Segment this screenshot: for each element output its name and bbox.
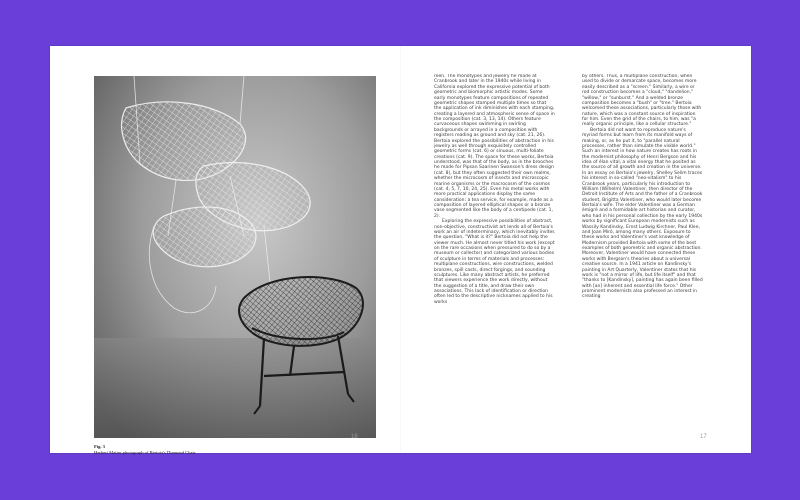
book-gutter [400,46,401,453]
text-column-2 [582,74,703,434]
paragraph: Exploring the expressive possibilities of abstract, non-objective, constructivist art lends all of Bertoia's work an air of indeterminacy, which inevitably invites the question, "What is it?" Bertoia did not help the viewer much. He almost never titled his work (except on the rare occasions when pressured to do so by a museum or collector) and categorized various bodies of sculpture in terms of materials and processes: multiplane constructions, wire constructions, welded bronzes, spill casts, direct forgings, and sounding sculptures. Like many abstract artists, he preferred that viewers experience the work directly, without the suggestion of a title, and draw their own associations. This lack of identification or direction often led to the descriptive nicknames applied to his works [434,219,555,305]
caption-text: Herbert Matter photograph of Bertoia's Diamond Chair [94,449,196,455]
page-number-right: 17 [700,434,707,440]
paragraph: reen. The monotypes and jewelry he made at Cranbrook and later in the 1940s while living in California explored the expressive potential of both geometric and biomorphic artistic modes. Some early monotypes feature compositions of repeated geometric shapes stamped multiple times so that the application of ink diminishes with each stamping, creating a layered and atmospheric sense of space in the composition (cat. 3, 13, 14). Others feature curvaceous shapes swimming in swirling backgrounds or arrayed in a composition with registers reading as ground and sky (cat. 21, 26). Bertoia explored the possibilities of abstraction in his jewelry as well through exquisitely controlled geometric forms (cat. 6) or sinuous, multi-foliate creations (cat. 9). The space for these works, Bertoia understood, was that of the body, as in the brooches he made for Pipsan Saarinen Swanson's dress design (cat. 8), but they often suggested their own realms, whether the microcosm of insects and microscopic marine organisms or the macrocosm of the cosmos (cat. 4, 5, 7, 10, 24, 25). Even his metal works with more practical applications display the same consideration: a tea service, for example, made as a composition of layered elliptical shapes or a bronze vase segmented like the body of a centipede (cat. 1, 2). [434,74,555,219]
paragraph: Bertoia did not want to reproduce nature's myriad forms but learn from its manifold ways of making, or, as he put it, to "parallel natural processes, rather than simulate the visible world." Such an interest in how nature creates has roots in the modernist philosophy of Henri Bergson and his idea of élan vital, a vital energy that he posited as the source of all growth and creation in the universe. In an essay on Bertoia's jewelry, Shelley Selim traces his interest in so-called "neo-vitalism" to his Cranbrook years, particularly his introduction to William (Wilhelm) Valentiner, then director of the Detroit Institute of Arts and the father of a Cranbrook student, Brigitta Valentiner, who would later become Bertoia's wife. The elder Valentiner was a German émigré and a formidable art historian and curator, who had in his personal collection by the early 1940s works by significant European modernists such as Wassily Kandinsky, Ernst Ludwig Kirchner, Paul Klee, and Joan Miró, among many others. Exposure to these works and Valentiner's vast knowledge of Modernism provided Bertoia with some of the best examples of both geometric and organic abstraction. Moreover, Valentiner would have connected these works with Bergson's theories about a universal creative source. In a 1941 article on Kandinsky's painting in Art Quarterly, Valentiner states that his work is "not a mirror of life, but life itself" and that "thanks to [Kandinsky], painting has again been filled with [an] inherent and essential life force." Other prominent modernists also professed an interest in creating [582,127,703,300]
figure-caption [94,444,244,455]
book-spread [50,46,751,453]
paragraph: by others. Thus, a multiplane construction, when used to divide or demarcate space, becomes more easily described as a "screen." Similarly, a wire or rod construction becomes a "cloud," "dandelion," "willow," or "sunburst." And a welded bronze composition becomes a "bush" or "tree." Bertoia welcomed these associations, particularly those with nature, which was a constant source of inspiration for him. Even the grid of the chairs, to him, was "a really organic principle, like a cellular structure." [582,74,702,128]
figure-label: Fig. 3 [94,444,105,449]
chair-photograph [94,76,376,438]
text-column-1 [434,74,555,434]
page-number-left: 16 [351,434,358,440]
